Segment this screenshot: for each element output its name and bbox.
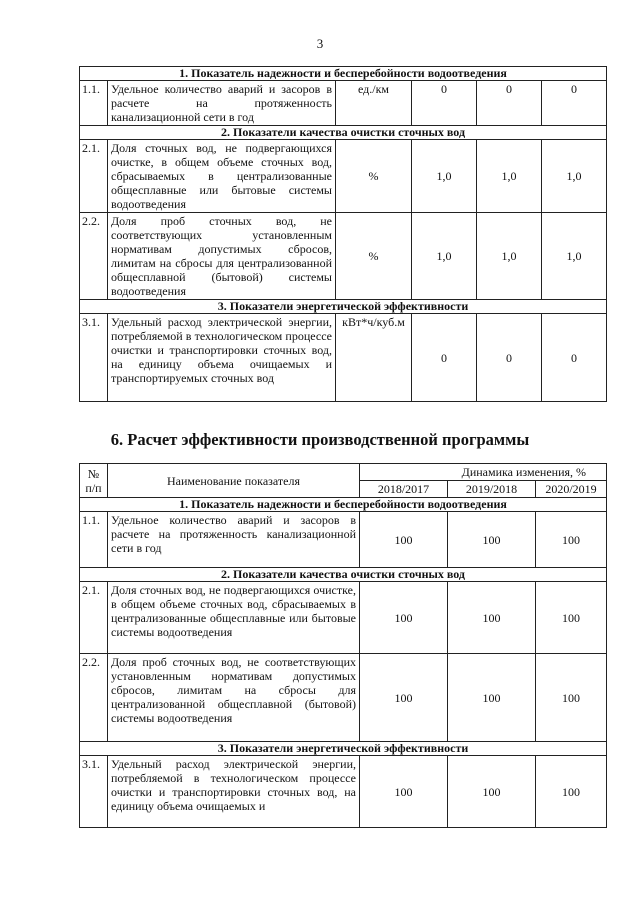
unit-cell: ед./км [336,81,412,126]
table-row [80,582,607,654]
header-row [80,464,607,481]
indicator-name: Удельное количество аварий и засоров в расчете на протяженность канализационной сети в год [108,81,336,126]
value-cell: 1,0 [542,213,607,300]
header-year: 2020/2019 [536,481,607,498]
indicator-name: Удельный расход электрической энергии, потребляемой в технологическом процессе очистки и транспортировки сточных вод, на единицу объема очищаемых и транспортируемых сточных вод [108,314,336,402]
unit-cell: % [336,140,412,213]
value-cell: 1,0 [412,140,477,213]
value-cell: 0 [412,314,477,402]
indicators-table [79,66,607,402]
value-cell: 100 [536,756,607,828]
efficiency-table [79,463,607,828]
header-year: 2018/2017 [360,481,448,498]
row-number: 3.1. [80,756,108,828]
unit-cell: кВт*ч/куб.м [336,314,412,402]
value-cell: 100 [448,512,536,568]
header-number: № п/п [80,464,108,498]
table-row [80,81,607,126]
row-number: 3.1. [80,314,108,402]
row-number: 1.1. [80,81,108,126]
section-header-row [80,67,607,81]
section-title: 3. Показатели энергетической эффективности [80,300,607,314]
page-number: 3 [316,36,324,51]
row-number: 1.1. [80,512,108,568]
value-cell: 100 [448,654,536,742]
table-row [80,756,607,828]
unit-cell: % [336,213,412,300]
table-row [80,140,607,213]
section-header-row [80,126,607,140]
value-cell: 0 [412,81,477,126]
value-cell: 1,0 [412,213,477,300]
row-number: 2.1. [80,582,108,654]
row-number: 2.2. [80,654,108,742]
section-header-row [80,498,607,512]
value-cell: 0 [542,81,607,126]
value-cell: 1,0 [542,140,607,213]
value-cell: 100 [536,582,607,654]
value-cell: 1,0 [477,140,542,213]
value-cell: 0 [477,81,542,126]
section-title: 2. Показатели качества очистки сточных вод [80,568,607,582]
value-cell: 100 [448,582,536,654]
indicator-name: Доля проб сточных вод, не соответствующих установленным нормативам допустимых сбросов, лимитам на сбросы для централизованной общесплавной (бытовой) системы водоотведения [108,654,360,742]
row-number: 2.1. [80,140,108,213]
value-cell: 100 [360,654,448,742]
table-row [80,213,607,300]
section-title: 3. Показатели энергетической эффективности [80,742,607,756]
section-header-row [80,568,607,582]
value-cell: 100 [360,512,448,568]
indicator-name: Удельный расход электрической энергии, потребляемой в технологическом процессе очистки и транспортировки сточных вод, на единицу объема очищаемых и [108,756,360,828]
value-cell: 0 [477,314,542,402]
table-row [80,512,607,568]
value-cell: 0 [542,314,607,402]
indicator-name: Доля проб сточных вод, не соответствующих установленным нормативам допустимых сбросов, лимитам на сбросы для централизованной общесплавной (бытовой) системы водоотведения [108,213,336,300]
row-number: 2.2. [80,213,108,300]
value-cell: 1,0 [477,213,542,300]
table-row [80,314,607,402]
value-cell: 100 [448,756,536,828]
table-row [80,654,607,742]
section-title: 1. Показатель надежности и бесперебойности водоотведения [80,498,607,512]
section-header-row [80,742,607,756]
value-cell: 100 [360,756,448,828]
section-title: 1. Показатель надежности и бесперебойности водоотведения [80,67,607,81]
header-year: 2019/2018 [448,481,536,498]
indicator-name: Удельное количество аварий и засоров в расчете на протяженность канализационной сети в год [108,512,360,568]
header-dynamics: Динамика изменения, % [360,464,607,481]
section-heading: 6. Расчет эффективности производственной программы [110,430,530,449]
value-cell: 100 [536,654,607,742]
indicator-name: Доля сточных вод, не подвергающихся очистке, в общем объеме сточных вод, сбрасываемых в централизованные общесплавные или бытовые системы водоотведения [108,140,336,213]
value-cell: 100 [360,582,448,654]
value-cell: 100 [536,512,607,568]
section-header-row [80,300,607,314]
indicator-name: Доля сточных вод, не подвергающихся очистке, в общем объеме сточных вод, сбрасываемых в централизованные общесплавные или бытовые системы водоотведения [108,582,360,654]
section-title: 2. Показатели качества очистки сточных вод [80,126,607,140]
header-name: Наименование показателя [108,464,360,498]
